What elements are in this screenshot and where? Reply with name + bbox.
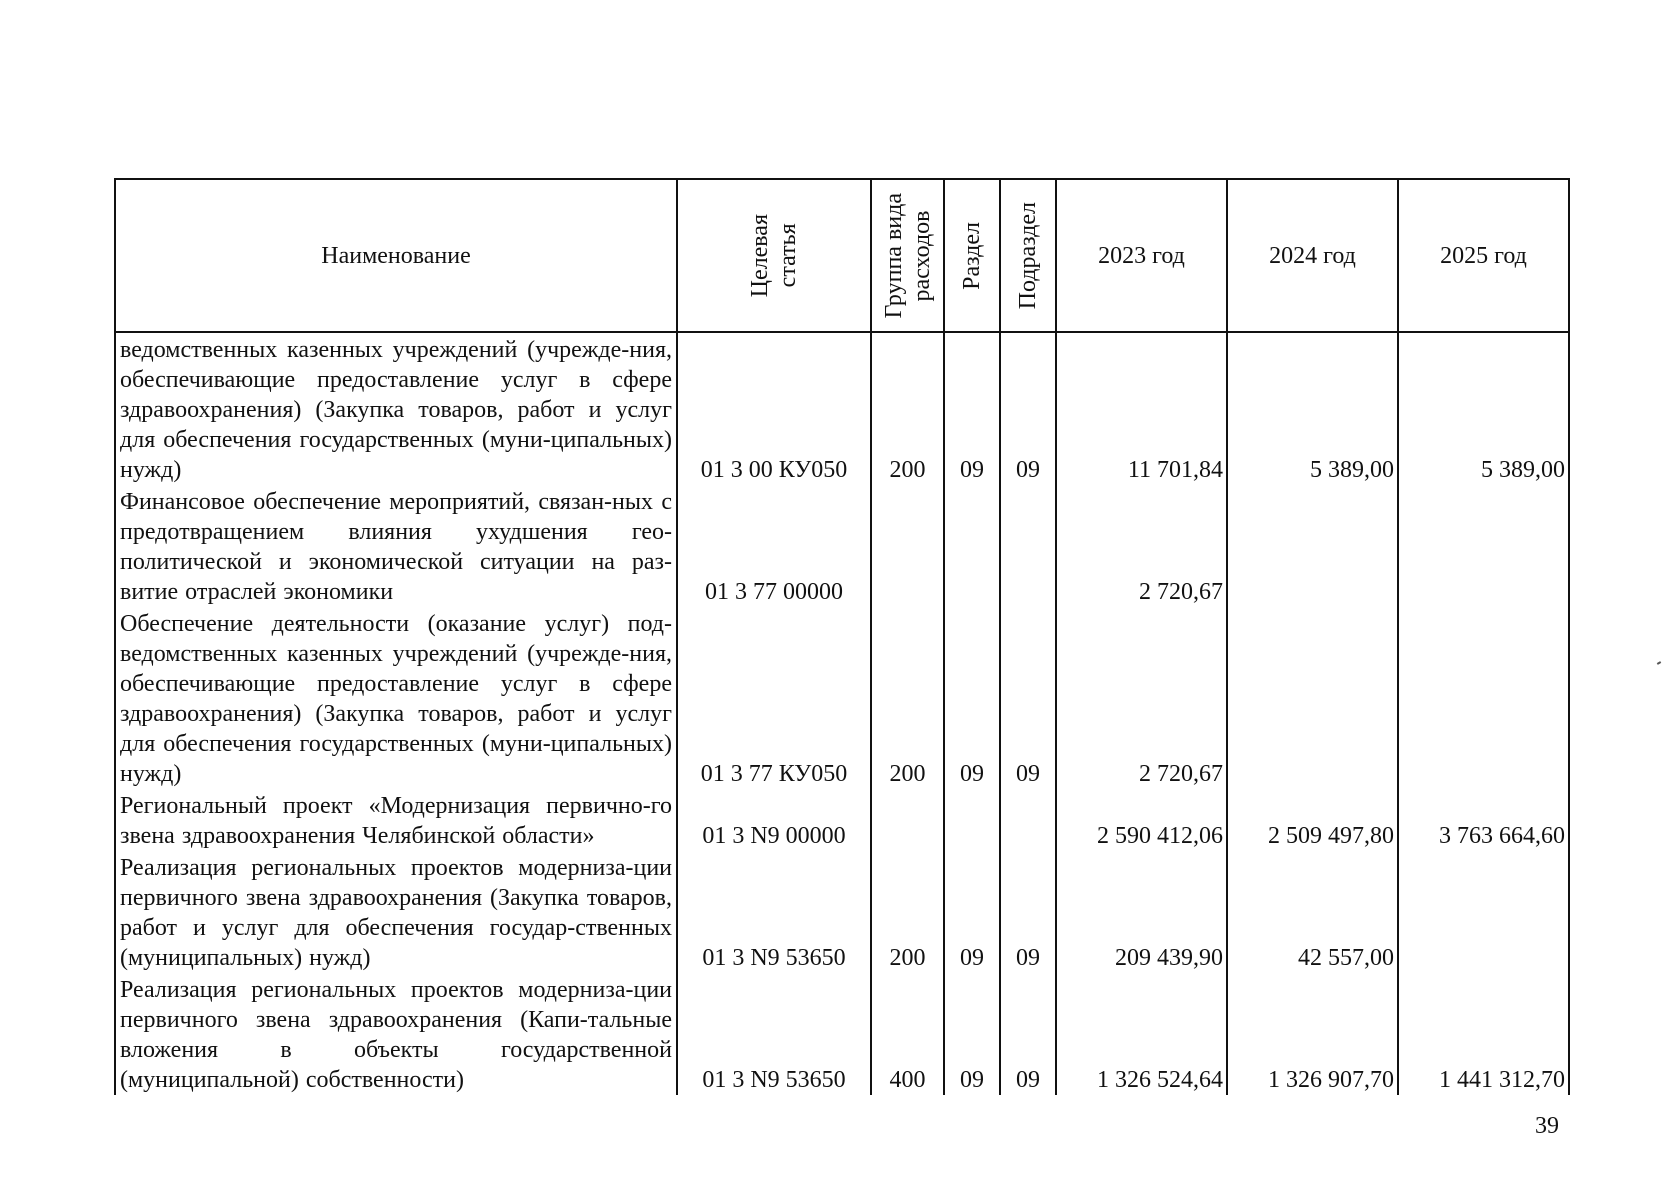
row-2024 bbox=[1227, 607, 1398, 789]
table-row bbox=[115, 607, 1569, 789]
row-2025: 5 389,00 bbox=[1398, 332, 1569, 485]
row-2024: 2 509 497,80 bbox=[1227, 789, 1398, 851]
row-2023: 2 590 412,06 bbox=[1056, 789, 1227, 851]
header-2024: 2024 год bbox=[1227, 179, 1398, 332]
row-group bbox=[871, 789, 944, 851]
table-row bbox=[115, 973, 1569, 1095]
row-section: 09 bbox=[944, 851, 1000, 973]
row-group bbox=[871, 485, 944, 607]
row-2025 bbox=[1398, 485, 1569, 607]
row-group: 400 bbox=[871, 973, 944, 1095]
row-section: 09 bbox=[944, 607, 1000, 789]
row-2024 bbox=[1227, 485, 1398, 607]
row-subsection: 09 bbox=[1000, 973, 1056, 1095]
header-expense-group: Группа вида расходов bbox=[871, 179, 944, 332]
row-name: Обеспечение деятельности (оказание услуг) под-ведомственных казенных учреждений (учрежде-ния, обеспечивающие предоставление услуг в сфере здравоохранения) (Закупка товаров, работ и услуг для обеспечения государственных (муни-ципальных) нужд) bbox=[115, 607, 677, 789]
row-2024: 1 326 907,70 bbox=[1227, 973, 1398, 1095]
row-subsection: 09 bbox=[1000, 607, 1056, 789]
row-2023: 1 326 524,64 bbox=[1056, 973, 1227, 1095]
row-2024: 42 557,00 bbox=[1227, 851, 1398, 973]
header-section: Раздел bbox=[944, 179, 1000, 332]
row-code: 01 3 00 КУ050 bbox=[677, 332, 871, 485]
row-name: ведомственных казенных учреждений (учрежде-ния, обеспечивающие предоставление услуг в сфере здравоохранения) (Закупка товаров, работ и услуг для обеспечения государственных (муни-ципальных) нужд) bbox=[115, 332, 677, 485]
table-header-row bbox=[115, 179, 1569, 332]
row-group: 200 bbox=[871, 607, 944, 789]
row-2023: 2 720,67 bbox=[1056, 607, 1227, 789]
row-subsection bbox=[1000, 789, 1056, 851]
row-2025: 3 763 664,60 bbox=[1398, 789, 1569, 851]
row-name: Реализация региональных проектов модерниза-ции первичного звена здравоохранения (Закупка товаров, работ и услуг для обеспечения государ-ственных (муниципальных) нужд) bbox=[115, 851, 677, 973]
row-name: Финансовое обеспечение мероприятий, связан-ных с предотвращением влияния ухудшения гео-политической и экономической ситуации на раз-витие отраслей экономики bbox=[115, 485, 677, 607]
header-2025: 2025 год bbox=[1398, 179, 1569, 332]
row-2023: 11 701,84 bbox=[1056, 332, 1227, 485]
row-name: Реализация региональных проектов модерниза-ции первичного звена здравоохранения (Капи-тальные вложения в объекты государственной (муниципальной) собственности) bbox=[115, 973, 677, 1095]
header-target-article: Целевая статья bbox=[677, 179, 871, 332]
row-section: 09 bbox=[944, 332, 1000, 485]
row-2025: 1 441 312,70 bbox=[1398, 973, 1569, 1095]
row-group: 200 bbox=[871, 851, 944, 973]
budget-table bbox=[114, 178, 1570, 1095]
row-code: 01 3 N9 00000 bbox=[677, 789, 871, 851]
row-section bbox=[944, 789, 1000, 851]
row-2024: 5 389,00 bbox=[1227, 332, 1398, 485]
row-group: 200 bbox=[871, 332, 944, 485]
row-section: 09 bbox=[944, 973, 1000, 1095]
row-2025 bbox=[1398, 851, 1569, 973]
header-subsection: Подраздел bbox=[1000, 179, 1056, 332]
row-code: 01 3 77 00000 bbox=[677, 485, 871, 607]
header-2023: 2023 год bbox=[1056, 179, 1227, 332]
row-2023: 209 439,90 bbox=[1056, 851, 1227, 973]
row-subsection bbox=[1000, 485, 1056, 607]
table-row bbox=[115, 789, 1569, 851]
row-code: 01 3 N9 53650 bbox=[677, 973, 871, 1095]
table-row bbox=[115, 485, 1569, 607]
row-2025 bbox=[1398, 607, 1569, 789]
table-row bbox=[115, 332, 1569, 485]
header-name: Наименование bbox=[115, 179, 677, 332]
row-section bbox=[944, 485, 1000, 607]
row-subsection: 09 bbox=[1000, 332, 1056, 485]
row-subsection: 09 bbox=[1000, 851, 1056, 973]
row-2023: 2 720,67 bbox=[1056, 485, 1227, 607]
table-row bbox=[115, 851, 1569, 973]
row-name: Региональный проект «Модернизация первично-го звена здравоохранения Челябинской области» bbox=[115, 789, 677, 851]
row-code: 01 3 77 КУ050 bbox=[677, 607, 871, 789]
scan-artifact bbox=[1657, 661, 1661, 665]
page-number: 39 bbox=[1535, 1113, 1559, 1139]
row-code: 01 3 N9 53650 bbox=[677, 851, 871, 973]
